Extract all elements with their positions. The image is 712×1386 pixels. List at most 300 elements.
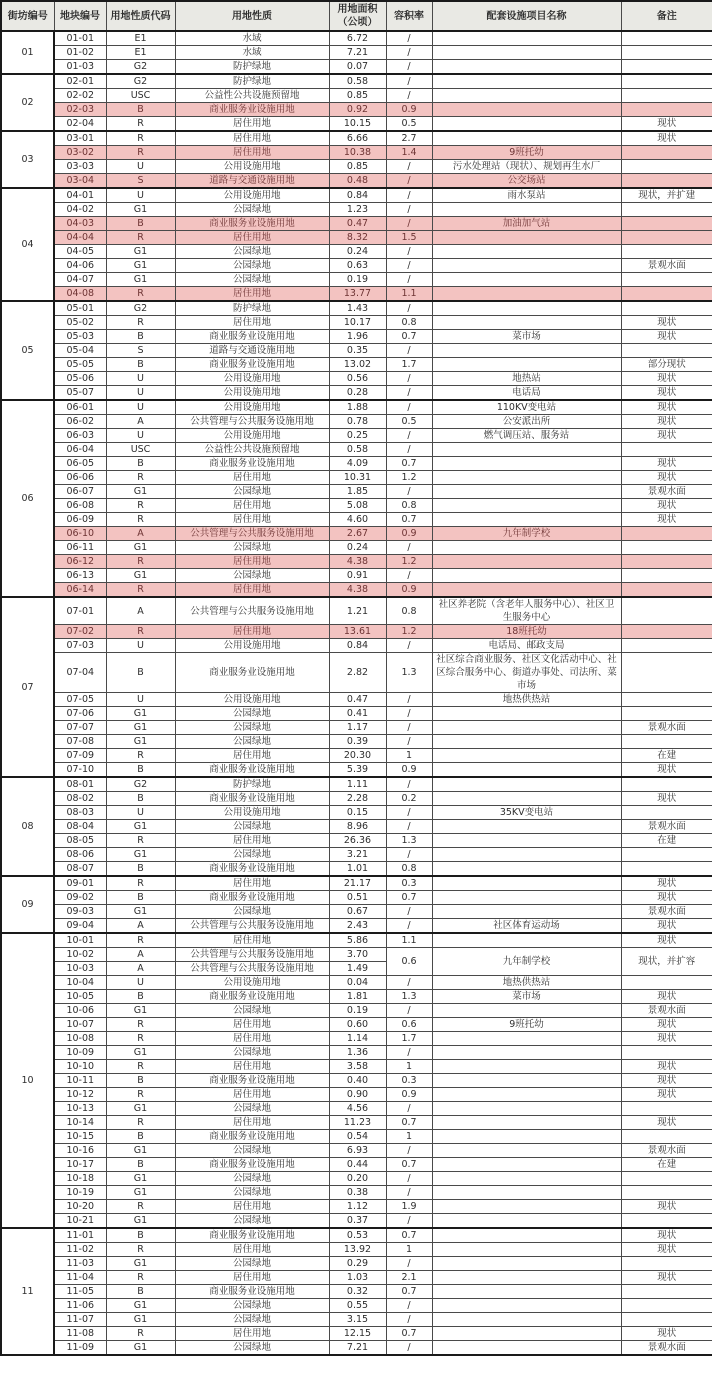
land-area-cell: 0.55: [329, 1299, 386, 1313]
remark-cell: 现状: [621, 933, 712, 948]
land-nature-cell: 公用设施用地: [175, 160, 329, 174]
plot-number-cell: 02-03: [54, 103, 106, 117]
land-code-cell: S: [106, 344, 175, 358]
plot-number-cell: 09-01: [54, 876, 106, 891]
table-row: [1, 457, 712, 471]
floor-area-ratio-cell: 0.9: [386, 527, 432, 541]
remark-cell: 现状: [621, 990, 712, 1004]
land-area-cell: 0.85: [329, 89, 386, 103]
floor-area-ratio-cell: /: [386, 1341, 432, 1356]
facility-name-cell: [432, 1032, 621, 1046]
plot-number-cell: 08-05: [54, 834, 106, 848]
plot-number-cell: 04-05: [54, 245, 106, 259]
land-code-cell: R: [106, 471, 175, 485]
remark-cell: 现状: [621, 1018, 712, 1032]
plot-number-cell: 10-10: [54, 1060, 106, 1074]
land-area-cell: 0.19: [329, 1004, 386, 1018]
table-row: [1, 806, 712, 820]
facility-name-cell: [432, 834, 621, 848]
land-area-cell: 6.66: [329, 131, 386, 146]
land-nature-cell: 居住用地: [175, 1032, 329, 1046]
land-code-cell: R: [106, 231, 175, 245]
plot-number-cell: 05-04: [54, 344, 106, 358]
land-code-cell: R: [106, 1032, 175, 1046]
facility-name-cell: [432, 905, 621, 919]
facility-name-cell: [432, 1074, 621, 1088]
land-nature-cell: 居住用地: [175, 933, 329, 948]
plot-number-cell: 06-08: [54, 499, 106, 513]
facility-name-cell: [432, 103, 621, 117]
land-area-cell: 0.35: [329, 344, 386, 358]
facility-name-cell: 18班托幼: [432, 625, 621, 639]
table-row: [1, 735, 712, 749]
land-area-cell: 4.38: [329, 583, 386, 598]
facility-name-cell: 9班托幼: [432, 146, 621, 160]
table-row: [1, 1341, 712, 1356]
plot-number-cell: 07-10: [54, 763, 106, 778]
land-code-cell: R: [106, 583, 175, 598]
floor-area-ratio-cell: /: [386, 31, 432, 46]
land-code-cell: R: [106, 1088, 175, 1102]
remark-cell: 现状，并扩容: [621, 948, 712, 976]
table-row: [1, 597, 712, 625]
land-code-cell: R: [106, 749, 175, 763]
land-code-cell: G1: [106, 245, 175, 259]
land-area-cell: 0.60: [329, 1018, 386, 1032]
remark-cell: 现状: [621, 876, 712, 891]
plot-number-cell: 08-01: [54, 777, 106, 792]
facility-name-cell: [432, 1060, 621, 1074]
plot-number-cell: 07-06: [54, 707, 106, 721]
plot-number-cell: 10-05: [54, 990, 106, 1004]
facility-name-cell: [432, 358, 621, 372]
facility-name-cell: 社区养老院（含老年人服务中心）、社区卫生服务中心: [432, 597, 621, 625]
facility-name-cell: [432, 876, 621, 891]
land-area-cell: 0.47: [329, 693, 386, 707]
facility-name-cell: [432, 541, 621, 555]
floor-area-ratio-cell: 0.6: [386, 948, 432, 976]
floor-area-ratio-cell: /: [386, 60, 432, 75]
table-row: [1, 555, 712, 569]
land-code-cell: U: [106, 372, 175, 386]
facility-name-cell: [432, 31, 621, 46]
land-nature-cell: 公园绿地: [175, 1102, 329, 1116]
facility-name-cell: [432, 471, 621, 485]
table-row: [1, 117, 712, 132]
land-code-cell: G1: [106, 485, 175, 499]
remark-cell: 现状: [621, 499, 712, 513]
land-nature-cell: 公共管理与公共服务设施用地: [175, 962, 329, 976]
plot-number-cell: 11-04: [54, 1271, 106, 1285]
land-code-cell: G1: [106, 735, 175, 749]
facility-name-cell: [432, 777, 621, 792]
land-area-cell: 3.58: [329, 1060, 386, 1074]
land-nature-cell: 公园绿地: [175, 721, 329, 735]
remark-cell: [621, 976, 712, 990]
table-row: [1, 541, 712, 555]
land-nature-cell: 居住用地: [175, 834, 329, 848]
table-row: [1, 749, 712, 763]
table-row: [1, 46, 712, 60]
floor-area-ratio-cell: 0.8: [386, 499, 432, 513]
land-nature-cell: 道路与交通设施用地: [175, 174, 329, 189]
facility-name-cell: [432, 1116, 621, 1130]
facility-name-cell: [432, 1257, 621, 1271]
facility-name-cell: [432, 569, 621, 583]
land-code-cell: E1: [106, 31, 175, 46]
plot-number-cell: 10-20: [54, 1200, 106, 1214]
plot-number-cell: 02-01: [54, 74, 106, 89]
remark-cell: [621, 89, 712, 103]
land-nature-cell: 公用设施用地: [175, 693, 329, 707]
floor-area-ratio-cell: /: [386, 245, 432, 259]
land-area-cell: 0.53: [329, 1228, 386, 1243]
land-area-cell: 5.39: [329, 763, 386, 778]
land-nature-cell: 商业服务业设施用地: [175, 763, 329, 778]
land-code-cell: U: [106, 806, 175, 820]
plot-number-cell: 11-01: [54, 1228, 106, 1243]
land-area-cell: 13.92: [329, 1243, 386, 1257]
facility-name-cell: 菜市场: [432, 990, 621, 1004]
remark-cell: 现状: [621, 792, 712, 806]
facility-name-cell: 九年制学校: [432, 527, 621, 541]
plot-number-cell: 11-08: [54, 1327, 106, 1341]
floor-area-ratio-cell: 1.3: [386, 834, 432, 848]
floor-area-ratio-cell: /: [386, 1257, 432, 1271]
plot-number-cell: 10-03: [54, 962, 106, 976]
facility-name-cell: [432, 1144, 621, 1158]
land-code-cell: B: [106, 358, 175, 372]
floor-area-ratio-cell: 1.7: [386, 1032, 432, 1046]
remark-cell: [621, 806, 712, 820]
plot-number-cell: 07-05: [54, 693, 106, 707]
table-row: [1, 919, 712, 934]
table-row: [1, 174, 712, 189]
land-area-cell: 8.96: [329, 820, 386, 834]
land-nature-cell: 公用设施用地: [175, 386, 329, 401]
table-row: [1, 386, 712, 401]
plot-number-cell: 04-03: [54, 217, 106, 231]
table-row: [1, 471, 712, 485]
land-nature-cell: 防护绿地: [175, 60, 329, 75]
table-row: [1, 1046, 712, 1060]
land-area-cell: 26.36: [329, 834, 386, 848]
plot-number-cell: 06-14: [54, 583, 106, 598]
land-code-cell: U: [106, 400, 175, 415]
land-area-cell: 0.20: [329, 1172, 386, 1186]
block-number-cell: 11: [1, 1228, 54, 1355]
facility-name-cell: [432, 485, 621, 499]
land-area-cell: 1.21: [329, 597, 386, 625]
plot-number-cell: 06-07: [54, 485, 106, 499]
block-number-cell: 08: [1, 777, 54, 876]
header-floor-area-ratio: 容积率: [386, 1, 432, 31]
floor-area-ratio-cell: /: [386, 259, 432, 273]
land-nature-cell: 公益性公共设施预留地: [175, 89, 329, 103]
table-row: [1, 876, 712, 891]
header-block-number: 街坊编号: [1, 1, 54, 31]
floor-area-ratio-cell: /: [386, 777, 432, 792]
floor-area-ratio-cell: /: [386, 707, 432, 721]
land-nature-cell: 居住用地: [175, 1060, 329, 1074]
table-row: [1, 820, 712, 834]
land-code-cell: B: [106, 1074, 175, 1088]
land-area-cell: 2.82: [329, 653, 386, 693]
floor-area-ratio-cell: 0.9: [386, 583, 432, 598]
remark-cell: 景观水面: [621, 485, 712, 499]
remark-cell: [621, 527, 712, 541]
remark-cell: 在建: [621, 834, 712, 848]
table-row: [1, 273, 712, 287]
land-area-cell: 13.02: [329, 358, 386, 372]
table-row: [1, 792, 712, 806]
table-row: [1, 948, 712, 962]
remark-cell: 景观水面: [621, 1004, 712, 1018]
table-row: [1, 891, 712, 905]
remark-cell: [621, 639, 712, 653]
facility-name-cell: [432, 1313, 621, 1327]
remark-cell: 现状: [621, 372, 712, 386]
plot-number-cell: 10-02: [54, 948, 106, 962]
land-code-cell: B: [106, 330, 175, 344]
remark-cell: 现状: [621, 415, 712, 429]
land-nature-cell: 公用设施用地: [175, 806, 329, 820]
block-number-cell: 02: [1, 74, 54, 131]
table-row: [1, 259, 712, 273]
floor-area-ratio-cell: /: [386, 976, 432, 990]
land-code-cell: G1: [106, 1046, 175, 1060]
land-area-cell: 0.07: [329, 60, 386, 75]
facility-name-cell: [432, 735, 621, 749]
remark-cell: 现状: [621, 1088, 712, 1102]
land-nature-cell: 公园绿地: [175, 848, 329, 862]
land-area-cell: 0.92: [329, 103, 386, 117]
plot-number-cell: 10-01: [54, 933, 106, 948]
land-nature-cell: 道路与交通设施用地: [175, 344, 329, 358]
land-nature-cell: 商业服务业设施用地: [175, 862, 329, 877]
land-area-cell: 2.67: [329, 527, 386, 541]
floor-area-ratio-cell: /: [386, 721, 432, 735]
land-code-cell: A: [106, 415, 175, 429]
land-area-cell: 0.15: [329, 806, 386, 820]
facility-name-cell: [432, 131, 621, 146]
land-code-cell: G1: [106, 721, 175, 735]
land-nature-cell: 公益性公共设施预留地: [175, 443, 329, 457]
remark-cell: [621, 625, 712, 639]
floor-area-ratio-cell: 0.3: [386, 876, 432, 891]
floor-area-ratio-cell: 0.7: [386, 1327, 432, 1341]
table-row: [1, 358, 712, 372]
land-nature-cell: 公园绿地: [175, 1172, 329, 1186]
remark-cell: [621, 174, 712, 189]
table-row: [1, 287, 712, 302]
table-row: [1, 1186, 712, 1200]
facility-name-cell: [432, 203, 621, 217]
plot-number-cell: 10-08: [54, 1032, 106, 1046]
floor-area-ratio-cell: /: [386, 372, 432, 386]
land-code-cell: A: [106, 948, 175, 962]
land-nature-cell: 公园绿地: [175, 707, 329, 721]
remark-cell: 现状: [621, 513, 712, 527]
facility-name-cell: 地热站: [432, 372, 621, 386]
facility-name-cell: [432, 583, 621, 598]
land-code-cell: R: [106, 499, 175, 513]
land-nature-cell: 公园绿地: [175, 905, 329, 919]
table-row: [1, 1074, 712, 1088]
land-nature-cell: 公用设施用地: [175, 976, 329, 990]
land-code-cell: G2: [106, 777, 175, 792]
land-area-cell: 0.58: [329, 443, 386, 457]
remark-cell: [621, 693, 712, 707]
plot-number-cell: 10-04: [54, 976, 106, 990]
land-nature-cell: 居住用地: [175, 1018, 329, 1032]
table-row: [1, 344, 712, 358]
land-code-cell: USC: [106, 89, 175, 103]
floor-area-ratio-cell: 0.8: [386, 862, 432, 877]
facility-name-cell: [432, 1200, 621, 1214]
remark-cell: [621, 707, 712, 721]
land-code-cell: B: [106, 1285, 175, 1299]
block-number-cell: 04: [1, 188, 54, 301]
table-row: [1, 89, 712, 103]
remark-cell: [621, 103, 712, 117]
facility-name-cell: [432, 1341, 621, 1356]
block-number-cell: 01: [1, 31, 54, 74]
land-code-cell: G1: [106, 273, 175, 287]
plot-number-cell: 04-04: [54, 231, 106, 245]
land-area-cell: 1.88: [329, 400, 386, 415]
plot-number-cell: 11-09: [54, 1341, 106, 1356]
table-row: [1, 1299, 712, 1313]
table-row: [1, 146, 712, 160]
land-area-cell: 2.28: [329, 792, 386, 806]
table-row: [1, 301, 712, 316]
land-nature-cell: 居住用地: [175, 316, 329, 330]
block-number-cell: 06: [1, 400, 54, 597]
land-area-cell: 1.11: [329, 777, 386, 792]
land-area-cell: 0.24: [329, 541, 386, 555]
plot-number-cell: 04-01: [54, 188, 106, 203]
remark-cell: 现状: [621, 1271, 712, 1285]
plot-number-cell: 06-04: [54, 443, 106, 457]
table-row: [1, 513, 712, 527]
remark-cell: 景观水面: [621, 259, 712, 273]
plot-number-cell: 04-02: [54, 203, 106, 217]
header-land-nature: 用地性质: [175, 1, 329, 31]
plot-number-cell: 07-02: [54, 625, 106, 639]
land-nature-cell: 商业服务业设施用地: [175, 217, 329, 231]
land-code-cell: B: [106, 217, 175, 231]
floor-area-ratio-cell: /: [386, 1186, 432, 1200]
table-row: [1, 1088, 712, 1102]
floor-area-ratio-cell: /: [386, 46, 432, 60]
floor-area-ratio-cell: 0.7: [386, 330, 432, 344]
land-nature-cell: 公园绿地: [175, 1046, 329, 1060]
land-area-cell: 0.29: [329, 1257, 386, 1271]
floor-area-ratio-cell: /: [386, 203, 432, 217]
table-row: [1, 443, 712, 457]
plot-number-cell: 09-03: [54, 905, 106, 919]
plot-number-cell: 06-01: [54, 400, 106, 415]
remark-cell: 景观水面: [621, 721, 712, 735]
floor-area-ratio-cell: 0.7: [386, 1158, 432, 1172]
floor-area-ratio-cell: 0.2: [386, 792, 432, 806]
table-row: [1, 527, 712, 541]
floor-area-ratio-cell: /: [386, 301, 432, 316]
plot-number-cell: 06-05: [54, 457, 106, 471]
table-row: [1, 933, 712, 948]
floor-area-ratio-cell: /: [386, 89, 432, 103]
land-nature-cell: 公共管理与公共服务设施用地: [175, 948, 329, 962]
plot-number-cell: 07-08: [54, 735, 106, 749]
facility-name-cell: [432, 749, 621, 763]
land-nature-cell: 商业服务业设施用地: [175, 103, 329, 117]
facility-name-cell: [432, 1271, 621, 1285]
floor-area-ratio-cell: 1.4: [386, 146, 432, 160]
table-body: [1, 31, 712, 1355]
plot-number-cell: 08-02: [54, 792, 106, 806]
land-nature-cell: 公园绿地: [175, 1257, 329, 1271]
table-row: [1, 1060, 712, 1074]
facility-name-cell: [432, 316, 621, 330]
floor-area-ratio-cell: 1.3: [386, 990, 432, 1004]
remark-cell: [621, 217, 712, 231]
land-area-cell: 1.49: [329, 962, 386, 976]
table-row: [1, 160, 712, 174]
land-code-cell: B: [106, 1158, 175, 1172]
land-area-cell: 1.23: [329, 203, 386, 217]
remark-cell: [621, 541, 712, 555]
land-code-cell: B: [106, 653, 175, 693]
land-code-cell: B: [106, 1130, 175, 1144]
facility-name-cell: 污水处理站（现状）、规划再生水厂: [432, 160, 621, 174]
land-code-cell: R: [106, 316, 175, 330]
land-nature-cell: 公用设施用地: [175, 372, 329, 386]
remark-cell: [621, 1046, 712, 1060]
land-area-cell: 12.15: [329, 1327, 386, 1341]
floor-area-ratio-cell: 0.7: [386, 513, 432, 527]
table-row: [1, 1327, 712, 1341]
land-code-cell: B: [106, 792, 175, 806]
remark-cell: 现状: [621, 131, 712, 146]
plot-number-cell: 08-07: [54, 862, 106, 877]
header-row: [1, 1, 712, 31]
land-code-cell: G1: [106, 707, 175, 721]
land-nature-cell: 公园绿地: [175, 1144, 329, 1158]
land-code-cell: R: [106, 1271, 175, 1285]
facility-name-cell: 九年制学校: [432, 948, 621, 976]
floor-area-ratio-cell: 1.2: [386, 471, 432, 485]
floor-area-ratio-cell: /: [386, 429, 432, 443]
land-code-cell: R: [106, 1243, 175, 1257]
land-area-cell: 0.19: [329, 273, 386, 287]
table-row: [1, 429, 712, 443]
land-code-cell: U: [106, 188, 175, 203]
plot-number-cell: 11-03: [54, 1257, 106, 1271]
land-nature-cell: 商业服务业设施用地: [175, 1285, 329, 1299]
land-nature-cell: 商业服务业设施用地: [175, 358, 329, 372]
land-area-cell: 4.60: [329, 513, 386, 527]
remark-cell: [621, 443, 712, 457]
table-row: [1, 1243, 712, 1257]
land-area-cell: 8.32: [329, 231, 386, 245]
plot-number-cell: 11-07: [54, 1313, 106, 1327]
facility-name-cell: [432, 1130, 621, 1144]
floor-area-ratio-cell: 0.6: [386, 1018, 432, 1032]
table-row: [1, 1285, 712, 1299]
header-land-area: 用地面积（公顷）: [329, 1, 386, 31]
remark-cell: 景观水面: [621, 820, 712, 834]
